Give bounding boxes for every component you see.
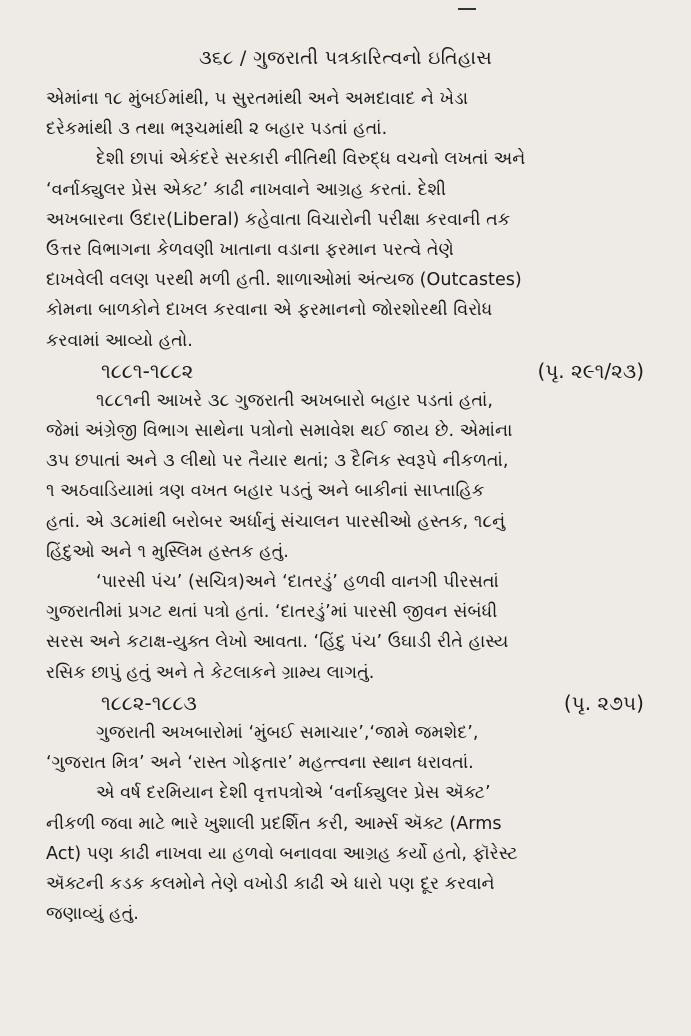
text-line: એમાંના ૧૮ મુંબઈમાંથી, ૫ સુરતમાંથી અને અમદાવાદ ને ખેડા <box>46 89 469 109</box>
section-years: ૧૮૮૨-૧૮૮૩ <box>101 690 197 715</box>
paragraph-start: ૧૮૮૧ની આખરે ૩૮ ગુજરાતી અખબારો બહાર પડતાં હતાં, <box>96 390 493 411</box>
text-line: કરવામાં આવ્યો હતો. <box>46 330 193 351</box>
section-heading <box>46 356 646 386</box>
text-line: ‘વર્નાક્યુલર પ્રેસ એક્ટ’ કાઢી નાખવાને આગ્રહ કરતાં. દેશી <box>46 179 447 200</box>
text-line: અખબારના ઉદાર(Liberal) કહેવાતા વિચારોની પરીક્ષા કરવાની તક <box>46 209 511 230</box>
text-line: જેમાં અંગ્રેજી વિભાગ સાથેના પત્રોનો સમાવેશ થઈ જાય છે. એમાંના <box>46 421 513 442</box>
text-line: ‘ગુજરાત મિત્ર’ અને ‘રાસ્ત ગોફતાર’ મહત્ત્વના સ્થાન ધરાવતાં. <box>46 753 474 774</box>
text-line: દાખવેલી વલણ પરથી મળી હતી. શાળાઓમાં અંત્યજ (Outcastes) <box>46 270 522 291</box>
text-line: ઍક્ટની કડક કલમોને તેણે વખોડી કાઢી એ ધારો પણ દૂર કરવાને <box>46 873 495 894</box>
section-years: ૧૮૮૧-૧૮૮૨ <box>101 358 194 383</box>
text-line: દરેકમાંથી ૩ તથા ભરૂચમાંથી ૨ બહાર પડતાં હતાં. <box>46 119 388 140</box>
running-header: ૩૬૮ / ગુજરાતી પત્રકારિત્વનો ઇતિહાસ <box>198 47 493 69</box>
paragraph-start: ગુજરાતી અખબારોમાં ‘મુંબઈ સમાચાર’,‘જામે જમશેદ’, <box>96 722 479 743</box>
page-body <box>46 84 646 929</box>
text-line: કોમના બાળકોને દાખલ કરવાના એ ફરમાનનો જોરશોરથી વિરોધ <box>46 300 493 321</box>
text-line: જણાવ્યું હતું. <box>46 904 139 925</box>
paragraph-start: ‘પારસી પંચ’ (સચિત્ર)અને ‘દાતરડું’ હળવી વાનગી પીરસતાં <box>96 572 499 592</box>
text-line: ઉત્તર વિભાગના કેળવણી ખાતાના વડાના ફરમાન પરત્વે તેણે <box>46 239 454 260</box>
text-line: હતાં. એ ૩૮માંથી બરોબર અર્ધાનું સંચાલન પારસીઓ હસ્તક, ૧૮નું <box>46 511 506 532</box>
text-line: હિંદુઓ અને ૧ મુસ્લિમ હસ્તક હતું. <box>46 541 289 562</box>
text-line: ૧ અઠવાડિયામાં ત્રણ વખત બહાર પડતું અને બાકીનાં સાપ્તાહિક <box>46 481 485 502</box>
text-line: ૩૫ છપાતાં અને ૩ લીથો પર તૈયાર થતાં; ૩ દૈનિક સ્વરૂપે નીકળતાં, <box>46 451 509 472</box>
section-heading <box>46 688 646 718</box>
text-line: નીકળી જવા માટે ભારે ખુશાલી પ્રદર્શિત કરી, આર્મ્સ ઍક્ટ (Arms <box>46 813 502 834</box>
paragraph-start: દેશી છાપાં એકંદરે સરકારી નીતિથી વિરુદ્ધ વચનો લખતાં અને <box>96 149 526 170</box>
page-edge-mark <box>458 8 476 10</box>
text-line: સરસ અને કટાક્ષ-યુક્ત લેખો આવતા. ‘હિંદુ પંચ’ ઉઘાડી રીતે હાસ્ય <box>46 632 509 653</box>
section-page-ref: (પૃ. ૨૯૧/૨૩) <box>537 358 644 383</box>
text-line: Act) પણ કાઢી નાખવા યા હળવો બનાવવા આગ્રહ કર્યો હતો, ફૉરેસ્ટ <box>46 843 518 864</box>
text-line: ગુજરાતીમાં પ્રગટ થતાં પત્રો હતાં. ‘દાતરડું’માં પારસી જીવન સંબંધી <box>46 602 498 623</box>
section-page-ref: (પૃ. ૨૭૫) <box>563 690 644 715</box>
text-line: રસિક છાપું હતું અને તે કેટલાકને ગ્રામ્ય લાગતું. <box>46 662 375 683</box>
paragraph-start: એ વર્ષ દરમિયાન દેશી વૃત્તપત્રોએ ‘વર્નાક્યુલર પ્રેસ ઍક્ટ’ <box>96 783 491 804</box>
